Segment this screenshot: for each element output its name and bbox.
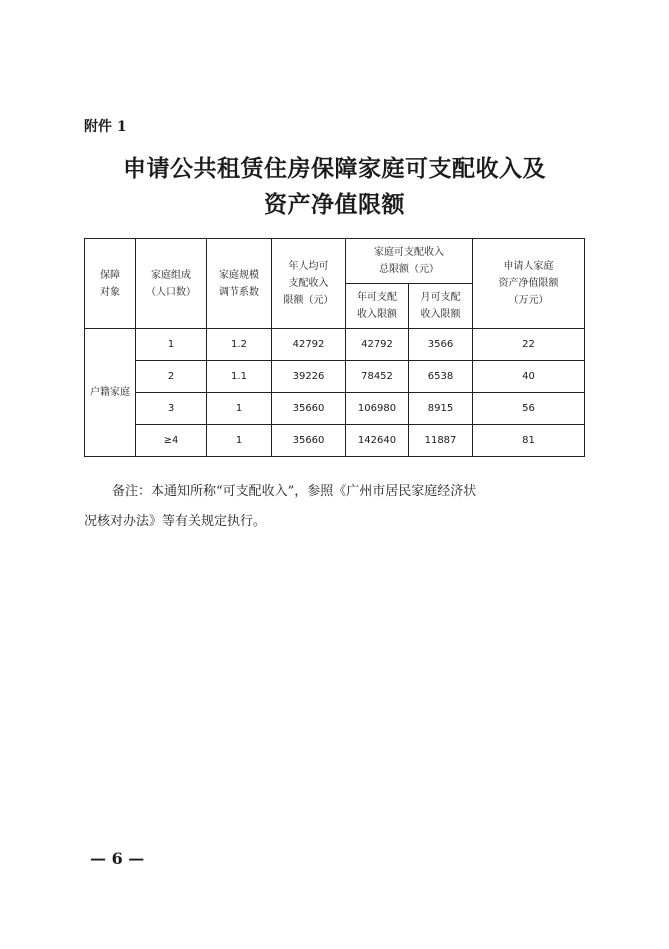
- table-row: [85, 393, 585, 425]
- table-row: [85, 329, 585, 361]
- cell-monthly: 6538: [409, 361, 473, 393]
- header-per-capita-limit: 年人均可 支配收入 限额（元）: [272, 239, 346, 329]
- cell-assets: 22: [473, 329, 585, 361]
- cell-monthly: 8915: [409, 393, 473, 425]
- cell-coefficient: 1.1: [207, 361, 272, 393]
- table-row: [85, 425, 585, 457]
- cell-per-capita: 39226: [272, 361, 346, 393]
- header-annual-limit: 年可支配 收入限额: [346, 284, 409, 329]
- cell-family-size: 2: [136, 361, 207, 393]
- cell-annual: 78452: [346, 361, 409, 393]
- cell-annual: 42792: [346, 329, 409, 361]
- document-title-line2: 资产净值限额: [264, 191, 405, 218]
- remark-line-1: 备注：本通知所称“可支配收入”，参照《广州市居民家庭经济状: [112, 484, 477, 499]
- cell-family-size: 1: [136, 329, 207, 361]
- cell-monthly: 11887: [409, 425, 473, 457]
- cell-per-capita: 35660: [272, 393, 346, 425]
- cell-monthly: 3566: [409, 329, 473, 361]
- header-coefficient: 家庭规模 调节系数: [207, 239, 272, 329]
- cell-assets: 81: [473, 425, 585, 457]
- header-monthly-limit: 月可支配 收入限额: [409, 284, 473, 329]
- cell-coefficient: 1.2: [207, 329, 272, 361]
- header-row-1: [85, 239, 585, 284]
- cell-annual: 106980: [346, 393, 409, 425]
- group-label-cell: 户籍家庭: [85, 329, 136, 457]
- cell-per-capita: 35660: [272, 425, 346, 457]
- cell-family-size: 3: [136, 393, 207, 425]
- cell-annual: 142640: [346, 425, 409, 457]
- header-family-size: 家庭组成 （人口数）: [136, 239, 207, 329]
- table-row: [85, 361, 585, 393]
- cell-coefficient: 1: [207, 393, 272, 425]
- cell-assets: 56: [473, 393, 585, 425]
- header-total-income-group: 家庭可支配收入 总限额（元）: [346, 239, 473, 284]
- remark-line-2: 况核对办法》等有关规定执行。: [84, 514, 267, 529]
- header-asset-limit: 申请人家庭 资产净值限额 （万元）: [473, 239, 585, 329]
- document-title-line1: 申请公共租赁住房保障家庭可支配收入及: [123, 155, 546, 182]
- cell-per-capita: 42792: [272, 329, 346, 361]
- attachment-label: 附件 1: [84, 119, 127, 135]
- income-asset-limit-table: [84, 238, 585, 457]
- cell-family-size: ≥4: [136, 425, 207, 457]
- header-target: 保障 对象: [85, 239, 136, 329]
- cell-assets: 40: [473, 361, 585, 393]
- page-number: — 6 —: [90, 849, 145, 868]
- cell-coefficient: 1: [207, 425, 272, 457]
